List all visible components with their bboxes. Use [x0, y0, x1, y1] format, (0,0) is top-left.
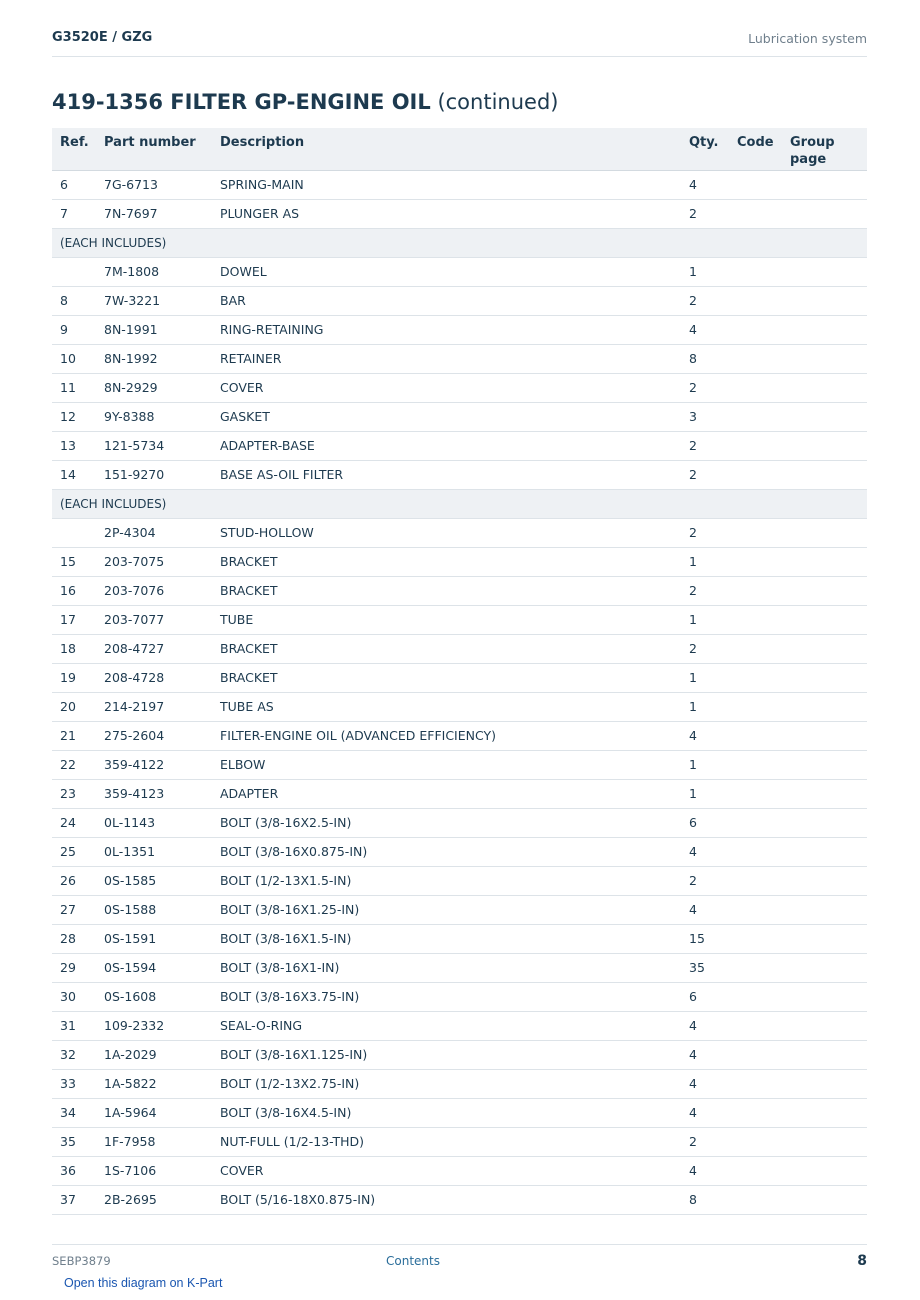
part-number-cell: 1S-7106 [98, 1156, 209, 1185]
code-cell [729, 779, 782, 808]
description-cell: BOLT (1/2-13X2.75-IN) [209, 1069, 683, 1098]
title-continued: (continued) [437, 90, 559, 114]
part-number-cell: 7M-1808 [98, 257, 209, 286]
ref-cell: 15 [52, 547, 98, 576]
part-number-cell: 7W-3221 [98, 286, 209, 315]
qty-cell: 1 [683, 779, 729, 808]
part-number-cell: 203-7077 [98, 605, 209, 634]
table-row [52, 1040, 867, 1069]
qty-cell: 1 [683, 257, 729, 286]
code-cell [729, 982, 782, 1011]
group-page-cell [782, 315, 867, 344]
description-cell: BRACKET [209, 576, 683, 605]
ref-cell: 21 [52, 721, 98, 750]
description-cell: GASKET [209, 402, 683, 431]
table-row [52, 692, 867, 721]
column-header-description: Description [209, 128, 683, 170]
part-number-cell: 359-4122 [98, 750, 209, 779]
group-page-cell [782, 953, 867, 982]
column-header-code: Code [729, 128, 782, 170]
qty-cell: 4 [683, 170, 729, 199]
qty-cell: 4 [683, 1098, 729, 1127]
code-cell [729, 1127, 782, 1156]
code-cell [729, 431, 782, 460]
code-cell [729, 953, 782, 982]
ref-cell: 11 [52, 373, 98, 402]
ref-cell: 23 [52, 779, 98, 808]
description-cell: BOLT (3/8-16X1.25-IN) [209, 895, 683, 924]
ref-cell: 8 [52, 286, 98, 315]
table-row [52, 402, 867, 431]
part-number-cell: 2B-2695 [98, 1185, 209, 1214]
part-number-cell: 8N-1992 [98, 344, 209, 373]
code-cell [729, 750, 782, 779]
description-cell: TUBE [209, 605, 683, 634]
description-cell: STUD-HOLLOW [209, 518, 683, 547]
description-cell: BOLT (3/8-16X2.5-IN) [209, 808, 683, 837]
code-cell [729, 721, 782, 750]
group-page-cell [782, 837, 867, 866]
part-number-cell: 121-5734 [98, 431, 209, 460]
group-page-cell [782, 170, 867, 199]
code-cell [729, 808, 782, 837]
part-number-cell: 0L-1143 [98, 808, 209, 837]
qty-cell: 4 [683, 315, 729, 344]
group-page-cell [782, 199, 867, 228]
description-cell: BOLT (1/2-13X1.5-IN) [209, 866, 683, 895]
page-footer [52, 1244, 867, 1275]
code-cell [729, 547, 782, 576]
ref-cell: 24 [52, 808, 98, 837]
description-cell: BRACKET [209, 663, 683, 692]
table-row [52, 895, 867, 924]
description-cell: ADAPTER [209, 779, 683, 808]
table-row [52, 431, 867, 460]
ref-cell: 27 [52, 895, 98, 924]
ref-cell: 16 [52, 576, 98, 605]
table-row [52, 1098, 867, 1127]
group-page-cell [782, 402, 867, 431]
group-page-cell [782, 547, 867, 576]
description-cell: PLUNGER AS [209, 199, 683, 228]
qty-cell: 2 [683, 866, 729, 895]
ref-cell: 29 [52, 953, 98, 982]
group-page-cell [782, 286, 867, 315]
column-header-part-number: Part number [98, 128, 209, 170]
part-number-cell: 2P-4304 [98, 518, 209, 547]
description-cell: SEAL-O-RING [209, 1011, 683, 1040]
code-cell [729, 1098, 782, 1127]
part-number-cell: 208-4728 [98, 663, 209, 692]
group-page-cell [782, 895, 867, 924]
description-cell: ELBOW [209, 750, 683, 779]
table-row [52, 1127, 867, 1156]
group-page-cell [782, 721, 867, 750]
code-cell [729, 837, 782, 866]
qty-cell: 35 [683, 953, 729, 982]
group-page-cell [782, 431, 867, 460]
table-row [52, 866, 867, 895]
part-number-cell: 208-4727 [98, 634, 209, 663]
qty-cell: 2 [683, 518, 729, 547]
qty-cell: 8 [683, 1185, 729, 1214]
qty-cell: 2 [683, 634, 729, 663]
qty-cell: 2 [683, 431, 729, 460]
description-cell: TUBE AS [209, 692, 683, 721]
code-cell [729, 1185, 782, 1214]
description-cell: SPRING-MAIN [209, 170, 683, 199]
qty-cell: 4 [683, 837, 729, 866]
group-page-cell [782, 1127, 867, 1156]
ref-cell: 25 [52, 837, 98, 866]
description-cell: NUT-FULL (1/2-13-THD) [209, 1127, 683, 1156]
qty-cell: 1 [683, 663, 729, 692]
page-number: 8 [857, 1253, 867, 1269]
ref-cell: 32 [52, 1040, 98, 1069]
qty-cell: 1 [683, 692, 729, 721]
code-cell [729, 1011, 782, 1040]
includes-note: (EACH INCLUDES) [52, 489, 867, 518]
ref-cell [52, 518, 98, 547]
description-cell: BAR [209, 286, 683, 315]
table-row [52, 808, 867, 837]
group-page-cell [782, 663, 867, 692]
ref-cell: 17 [52, 605, 98, 634]
part-number-cell: 1A-5822 [98, 1069, 209, 1098]
group-page-cell [782, 1040, 867, 1069]
code-cell [729, 315, 782, 344]
description-cell: DOWEL [209, 257, 683, 286]
table-row [52, 547, 867, 576]
qty-cell: 6 [683, 808, 729, 837]
column-header-group-page: Group page [782, 128, 867, 170]
ref-cell: 28 [52, 924, 98, 953]
qty-cell: 4 [683, 1011, 729, 1040]
description-cell: RETAINER [209, 344, 683, 373]
ref-cell: 13 [52, 431, 98, 460]
code-cell [729, 344, 782, 373]
table-row [52, 170, 867, 199]
parts-table [52, 128, 867, 1215]
page-title [52, 90, 558, 114]
code-cell [729, 576, 782, 605]
table-row [52, 605, 867, 634]
open-in-kpart-link[interactable]: Open this diagram on K-Part [64, 1276, 223, 1290]
table-row [52, 663, 867, 692]
table-row [52, 576, 867, 605]
table-row [52, 982, 867, 1011]
code-cell [729, 1069, 782, 1098]
group-page-cell [782, 779, 867, 808]
group-page-cell [782, 373, 867, 402]
part-number-cell: 9Y-8388 [98, 402, 209, 431]
description-cell: BRACKET [209, 547, 683, 576]
group-page-cell [782, 866, 867, 895]
part-number-cell: 8N-2929 [98, 373, 209, 402]
code-cell [729, 924, 782, 953]
group-page-cell [782, 634, 867, 663]
table-row [52, 779, 867, 808]
description-cell: BOLT (5/16-18X0.875-IN) [209, 1185, 683, 1214]
part-number-cell: 8N-1991 [98, 315, 209, 344]
part-number-cell: 109-2332 [98, 1011, 209, 1040]
ref-cell: 7 [52, 199, 98, 228]
group-page-cell [782, 1011, 867, 1040]
group-page-cell [782, 605, 867, 634]
table-row [52, 750, 867, 779]
part-number-cell: 151-9270 [98, 460, 209, 489]
part-number-cell: 0S-1591 [98, 924, 209, 953]
ref-cell [52, 257, 98, 286]
qty-cell: 1 [683, 547, 729, 576]
part-number-cell: 1F-7958 [98, 1127, 209, 1156]
code-cell [729, 402, 782, 431]
group-page-cell [782, 257, 867, 286]
ref-cell: 35 [52, 1127, 98, 1156]
qty-cell: 3 [683, 402, 729, 431]
part-number-cell: 203-7076 [98, 576, 209, 605]
ref-cell: 37 [52, 1185, 98, 1214]
part-number-cell: 275-2604 [98, 721, 209, 750]
group-page-cell [782, 518, 867, 547]
qty-cell: 4 [683, 721, 729, 750]
part-number-cell: 1A-2029 [98, 1040, 209, 1069]
table-row [52, 257, 867, 286]
ref-cell: 26 [52, 866, 98, 895]
part-number-cell: 0S-1588 [98, 895, 209, 924]
code-cell [729, 692, 782, 721]
table-row [52, 634, 867, 663]
ref-cell: 33 [52, 1069, 98, 1098]
description-cell: COVER [209, 1156, 683, 1185]
description-cell: COVER [209, 373, 683, 402]
code-cell [729, 460, 782, 489]
group-page-cell [782, 1185, 867, 1214]
qty-cell: 6 [683, 982, 729, 1011]
qty-cell: 4 [683, 895, 729, 924]
includes-note-row [52, 489, 867, 518]
code-cell [729, 634, 782, 663]
code-cell [729, 286, 782, 315]
code-cell [729, 663, 782, 692]
table-row [52, 837, 867, 866]
ref-cell: 22 [52, 750, 98, 779]
section-name: Lubrication system [748, 31, 867, 46]
table-row [52, 1156, 867, 1185]
part-number-cell: 7N-7697 [98, 199, 209, 228]
table-row [52, 344, 867, 373]
ref-cell: 19 [52, 663, 98, 692]
ref-cell: 20 [52, 692, 98, 721]
qty-cell: 2 [683, 1127, 729, 1156]
contents-link[interactable]: Contents [386, 1254, 440, 1268]
code-cell [729, 199, 782, 228]
table-row [52, 460, 867, 489]
description-cell: BASE AS-OIL FILTER [209, 460, 683, 489]
description-cell: BOLT (3/8-16X1-IN) [209, 953, 683, 982]
group-page-cell [782, 1098, 867, 1127]
group-page-cell [782, 576, 867, 605]
model-label: G3520E / GZG [52, 30, 153, 45]
description-cell: FILTER-ENGINE OIL (ADVANCED EFFICIENCY) [209, 721, 683, 750]
part-number-cell: 0S-1608 [98, 982, 209, 1011]
table-row [52, 1069, 867, 1098]
table-row [52, 199, 867, 228]
code-cell [729, 257, 782, 286]
qty-cell: 4 [683, 1069, 729, 1098]
group-page-cell [782, 750, 867, 779]
code-cell [729, 1040, 782, 1069]
qty-cell: 1 [683, 750, 729, 779]
qty-cell: 2 [683, 576, 729, 605]
description-cell: BOLT (3/8-16X4.5-IN) [209, 1098, 683, 1127]
code-cell [729, 1156, 782, 1185]
column-header-ref: Ref. [52, 128, 98, 170]
part-number-cell: 1A-5964 [98, 1098, 209, 1127]
qty-cell: 2 [683, 373, 729, 402]
ref-cell: 12 [52, 402, 98, 431]
code-cell [729, 866, 782, 895]
document-id: SEBP3879 [52, 1254, 111, 1268]
group-page-cell [782, 982, 867, 1011]
qty-cell: 2 [683, 199, 729, 228]
table-header-row [52, 128, 867, 170]
description-cell: RING-RETAINING [209, 315, 683, 344]
description-cell: BOLT (3/8-16X0.875-IN) [209, 837, 683, 866]
description-cell: ADAPTER-BASE [209, 431, 683, 460]
code-cell [729, 373, 782, 402]
qty-cell: 2 [683, 460, 729, 489]
table-row [52, 1011, 867, 1040]
description-cell: BRACKET [209, 634, 683, 663]
ref-cell: 30 [52, 982, 98, 1011]
part-number-cell: 0S-1594 [98, 953, 209, 982]
group-page-cell [782, 1069, 867, 1098]
group-page-cell [782, 344, 867, 373]
part-number-cell: 7G-6713 [98, 170, 209, 199]
ref-cell: 31 [52, 1011, 98, 1040]
parts-table-body [52, 170, 867, 1214]
includes-note: (EACH INCLUDES) [52, 228, 867, 257]
table-row [52, 315, 867, 344]
ref-cell: 10 [52, 344, 98, 373]
ref-cell: 36 [52, 1156, 98, 1185]
group-page-cell [782, 1156, 867, 1185]
column-header-qty: Qty. [683, 128, 729, 170]
qty-cell: 1 [683, 605, 729, 634]
title-group-name: 419-1356 FILTER GP-ENGINE OIL [52, 90, 431, 114]
group-page-cell [782, 692, 867, 721]
ref-cell: 6 [52, 170, 98, 199]
part-number-cell: 203-7075 [98, 547, 209, 576]
includes-note-row [52, 228, 867, 257]
code-cell [729, 518, 782, 547]
ref-cell: 14 [52, 460, 98, 489]
table-row [52, 1185, 867, 1214]
ref-cell: 34 [52, 1098, 98, 1127]
code-cell [729, 895, 782, 924]
ref-cell: 9 [52, 315, 98, 344]
code-cell [729, 605, 782, 634]
ref-cell: 18 [52, 634, 98, 663]
table-row [52, 924, 867, 953]
description-cell: BOLT (3/8-16X1.125-IN) [209, 1040, 683, 1069]
table-row [52, 953, 867, 982]
part-number-cell: 214-2197 [98, 692, 209, 721]
qty-cell: 15 [683, 924, 729, 953]
qty-cell: 4 [683, 1156, 729, 1185]
description-cell: BOLT (3/8-16X3.75-IN) [209, 982, 683, 1011]
page-header [52, 28, 867, 57]
qty-cell: 4 [683, 1040, 729, 1069]
group-page-cell [782, 924, 867, 953]
table-row [52, 373, 867, 402]
group-page-cell [782, 808, 867, 837]
description-cell: BOLT (3/8-16X1.5-IN) [209, 924, 683, 953]
part-number-cell: 0S-1585 [98, 866, 209, 895]
qty-cell: 8 [683, 344, 729, 373]
part-number-cell: 359-4123 [98, 779, 209, 808]
qty-cell: 2 [683, 286, 729, 315]
group-page-cell [782, 460, 867, 489]
table-row [52, 286, 867, 315]
part-number-cell: 0L-1351 [98, 837, 209, 866]
table-row [52, 721, 867, 750]
code-cell [729, 170, 782, 199]
table-row [52, 518, 867, 547]
